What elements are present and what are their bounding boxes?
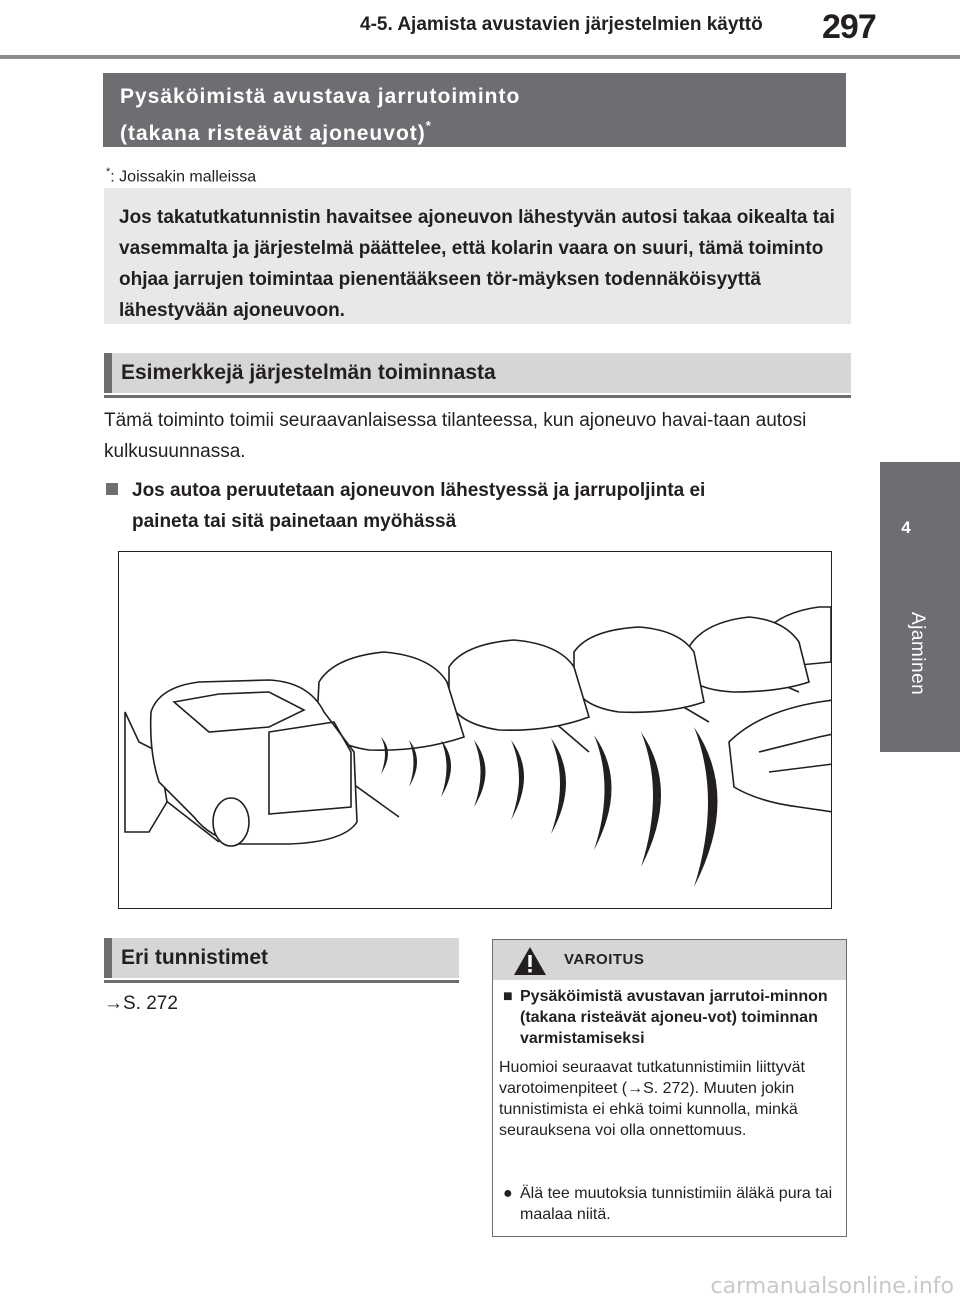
warning-box xyxy=(492,939,847,1237)
sensors-heading-text: Eri tunnistimet xyxy=(121,946,269,969)
square-bullet-icon: ■ xyxy=(503,988,513,1005)
page-reference[interactable] xyxy=(104,993,178,1015)
footnote xyxy=(106,166,256,186)
title-line-2 xyxy=(120,111,846,148)
page-reference-text: S. 272 xyxy=(123,993,178,1014)
title-line-2-text: (takana risteävät ajoneuvot) xyxy=(120,122,426,145)
parking-illustration xyxy=(118,551,832,909)
examples-heading xyxy=(104,353,851,393)
footnote-marker: * xyxy=(106,166,111,178)
warning-item-2-text: Älä tee muutoksia tunnistimiin äläkä pura tai maalaa niitä. xyxy=(520,1185,833,1223)
heading-accent-bar xyxy=(104,938,112,978)
footnote-text: : Joissakin malleissa xyxy=(110,168,257,186)
subheading-line-1: Jos autoa peruutetaan ajoneuvon lähestyessä ja jarrupoljinta ei xyxy=(132,480,706,501)
heading-rule xyxy=(104,980,459,983)
watermark: carmanualsonline.info xyxy=(710,1274,954,1299)
arrow-right-icon: → xyxy=(104,993,123,1014)
warning-item-2 xyxy=(503,1183,833,1225)
warning-triangle-icon xyxy=(513,946,547,976)
warning-paragraph xyxy=(499,1057,829,1141)
rear-cross-traffic-drawing xyxy=(119,552,832,909)
chapter-label: Ajaminen xyxy=(907,612,928,696)
heading-rule xyxy=(104,395,851,398)
warning-item-1 xyxy=(503,986,833,1049)
header-rule xyxy=(0,55,960,59)
title-line-1: Pysäköimistä avustava jarrutoiminto xyxy=(120,85,521,108)
warning-paragraph-text: Huomioi seuraavat tutkatunnistimiin liittyvät varotoimenpiteet (→S. 272). Muuten jokin tunnistimista ei ehkä toimi kunnolla, minkä seurauksena voi olla onnettomuus. xyxy=(499,1059,805,1139)
examples-heading-text: Esimerkkejä järjestelmän toiminnasta xyxy=(121,361,496,384)
section-title xyxy=(103,73,846,147)
title-footnote-marker: * xyxy=(425,118,432,133)
intro-box: Jos takatutkatunnistin havaitsee ajoneuvon lähestyvän autosi takaa oikealta tai vasemmalta ja järjestelmä päättelee, että kolarin vaara on suuri, tämä toiminto ohjaa jarrujen toimintaa pienentääkseen tör-mäyksen todennäköisyyttä lähestyvään ajoneuvoon. xyxy=(104,188,851,324)
examples-body: Tämä toiminto toimii seuraavanlaisessa tilanteessa, kun ajoneuvo havai-taan autosi kulkusuunnassa. xyxy=(104,410,807,462)
sensors-heading xyxy=(104,938,459,978)
subheading-line-2: paineta tai sitä painetaan myöhässä xyxy=(132,511,457,532)
example-subheading xyxy=(106,475,836,537)
square-bullet-icon xyxy=(106,483,118,495)
heading-accent-bar xyxy=(104,353,112,393)
warning-header xyxy=(493,940,846,980)
warning-label: VAROITUS xyxy=(564,951,645,968)
chapter-number: 4 xyxy=(901,518,911,537)
page-number: 297 xyxy=(822,8,876,46)
section-header: 4-5. Ajamista avustavien järjestelmien käyttö xyxy=(360,14,763,35)
circle-bullet-icon: ● xyxy=(503,1185,513,1202)
warning-item-1-text: Pysäköimistä avustavan jarrutoi-minnon (takana risteävät ajoneu-vot) toiminnan varmistamiseksi xyxy=(520,988,828,1047)
chapter-tab xyxy=(880,462,960,752)
